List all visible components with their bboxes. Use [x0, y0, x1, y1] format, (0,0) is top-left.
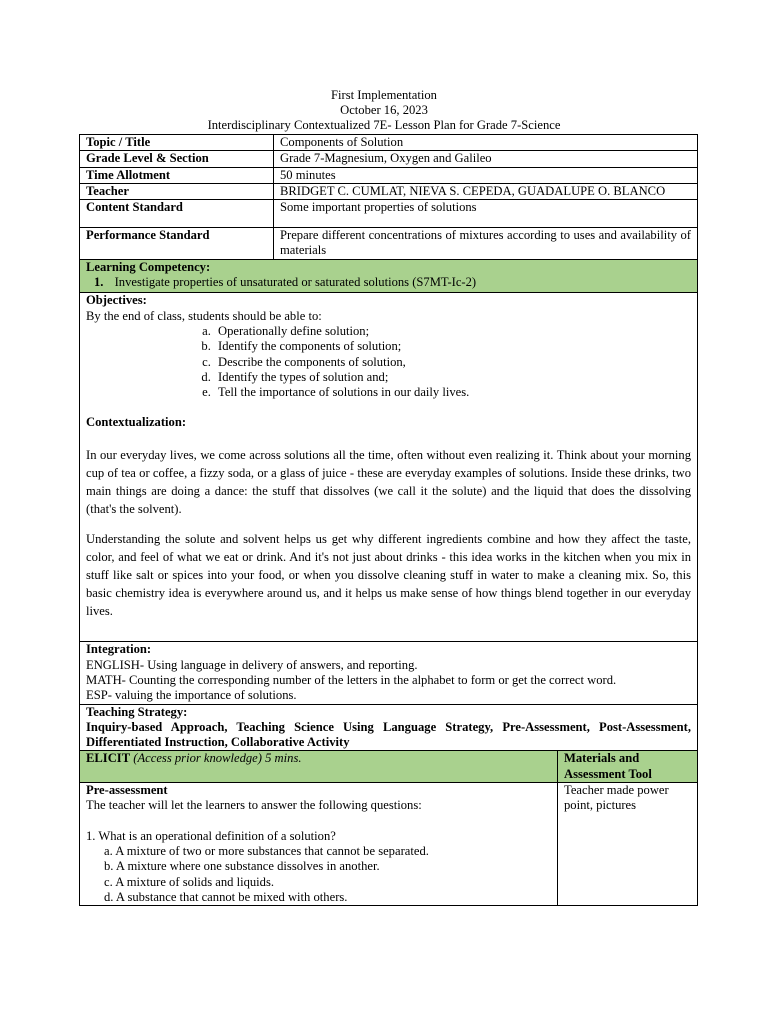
integration-english: ENGLISH- Using language in delivery of answers, and reporting.	[86, 657, 418, 672]
info-label: Time Allotment	[80, 167, 274, 183]
info-label: Performance Standard	[80, 228, 274, 260]
pre-assessment-intro: The teacher will let the learners to answer the following questions:	[86, 798, 422, 813]
info-value: Grade 7-Magnesium, Oxygen and Galileo	[274, 151, 698, 167]
lesson-plan-table	[79, 134, 698, 906]
materials-cell: Teacher made power point, pictures	[558, 783, 698, 906]
objective-item: a. Operationally define solution;	[214, 324, 691, 339]
competency-item-text: Investigate properties of unsaturated or saturated solutions (S7MT-Ic-2)	[114, 275, 477, 290]
info-value: BRIDGET C. CUMLAT, NIEVA S. CEPEDA, GUADALUPE O. BLANCO	[274, 183, 698, 199]
strategy-heading: Teaching Strategy:	[86, 704, 188, 719]
objective-item: d. Identify the types of solution and;	[214, 370, 691, 385]
main-content-cell	[80, 293, 698, 642]
competency-heading: Learning Competency:	[86, 259, 211, 274]
contextualization-paragraph-1: In our everyday lives, we come across solutions all the time, often without even realizing it. Think about your morning cup of tea or coffee, a fizzy soda, or a glass of juice - these are everyday examples of solutions. Inside these drinks, two main things are doing a dance: the stuff that dissolves (we call it the solute) and the liquid that does the dissolving (that's the solvent).	[86, 447, 691, 516]
body-table	[79, 259, 698, 752]
info-value: Prepare different concentrations of mixtures according to uses and availability of materials	[274, 228, 698, 260]
info-label: Grade Level & Section	[80, 151, 274, 167]
main-content-row	[80, 293, 698, 642]
info-row-performance-standard	[80, 228, 698, 260]
info-row-teacher	[80, 183, 698, 199]
choice-item: c. A mixture of solids and liquids.	[104, 874, 275, 889]
contextualization-heading: Contextualization:	[86, 415, 187, 430]
objectives-heading: Objectives:	[86, 293, 147, 308]
info-label: Topic / Title	[80, 135, 274, 151]
info-value: Components of Solution	[274, 135, 698, 151]
strategy-text: Inquiry-based Approach, Teaching Science Using Language Strategy, Pre-Assessment, Post-Assessment, Differentiated Instruction, Collaborative Activity	[86, 719, 691, 750]
competency-row	[80, 259, 698, 293]
question-1: 1. What is an operational definition of a solution?	[86, 828, 336, 843]
pre-assessment-cell	[80, 783, 558, 906]
elicit-note: (Access prior knowledge) 5 mins.	[133, 751, 302, 766]
elicit-heading-cell	[80, 751, 558, 783]
objective-item: c. Describe the components of solution,	[214, 355, 691, 370]
integration-esp: ESP- valuing the importance of solutions.	[86, 688, 297, 703]
contextualization-paragraph-2: Understanding the solute and solvent helps us get why different ingredients combine and how they affect the taste, color, and feel of what we eat or drink. And it's not just about drinks - this idea works in the kitchen when you mix in stuff like salt or spices into your food, or when you dissolve cleaning stuff in water to make a cleaning mix. So, this basic chemistry idea is everywhere around us, and it helps us make sense of how things blend together in our everyday lives.	[86, 531, 691, 618]
objectives-list	[86, 324, 691, 400]
strategy-cell	[80, 704, 698, 751]
document-date: October 16, 2023	[340, 103, 428, 117]
elicit-label: ELICIT	[86, 751, 131, 766]
info-row-content-standard	[80, 200, 698, 228]
info-row-time	[80, 167, 698, 183]
strategy-row	[80, 704, 698, 751]
question-1-choices	[86, 844, 551, 905]
competency-cell	[80, 259, 698, 293]
info-row-grade	[80, 151, 698, 167]
integration-cell	[80, 642, 698, 704]
pre-assessment-heading: Pre-assessment	[86, 783, 168, 798]
integration-heading: Integration:	[86, 642, 152, 657]
info-value: Some important properties of solutions	[274, 200, 698, 228]
objective-item: b. Identify the components of solution;	[214, 339, 691, 354]
competency-item	[86, 275, 691, 290]
elicit-table	[79, 750, 698, 906]
elicit-header-row	[80, 751, 698, 783]
info-table	[79, 134, 698, 260]
choice-item: a. A mixture of two or more substances that cannot be separated.	[104, 843, 429, 858]
objectives-intro: By the end of class, students should be able to:	[86, 308, 322, 323]
choice-item: d. A substance that cannot be mixed with others.	[104, 889, 348, 904]
pre-assessment-row	[80, 783, 698, 906]
competency-item-number: 1.	[94, 275, 104, 290]
objective-item: e. Tell the importance of solutions in our daily lives.	[214, 385, 691, 400]
info-row-topic	[80, 135, 698, 151]
info-label: Teacher	[80, 183, 274, 199]
integration-row	[80, 642, 698, 704]
integration-math: MATH- Counting the corresponding number of the letters in the alphabet to form or get the correct word.	[86, 672, 617, 687]
choice-item: b. A mixture where one substance dissolves in another.	[104, 859, 380, 874]
lesson-plan-title: Interdisciplinary Contextualized 7E- Lesson Plan for Grade 7-Science	[207, 118, 561, 132]
info-label: Content Standard	[80, 200, 274, 228]
document-header-line1: First Implementation	[331, 88, 437, 102]
materials-heading: Materials and Assessment Tool	[558, 751, 698, 783]
info-value: 50 minutes	[274, 167, 698, 183]
